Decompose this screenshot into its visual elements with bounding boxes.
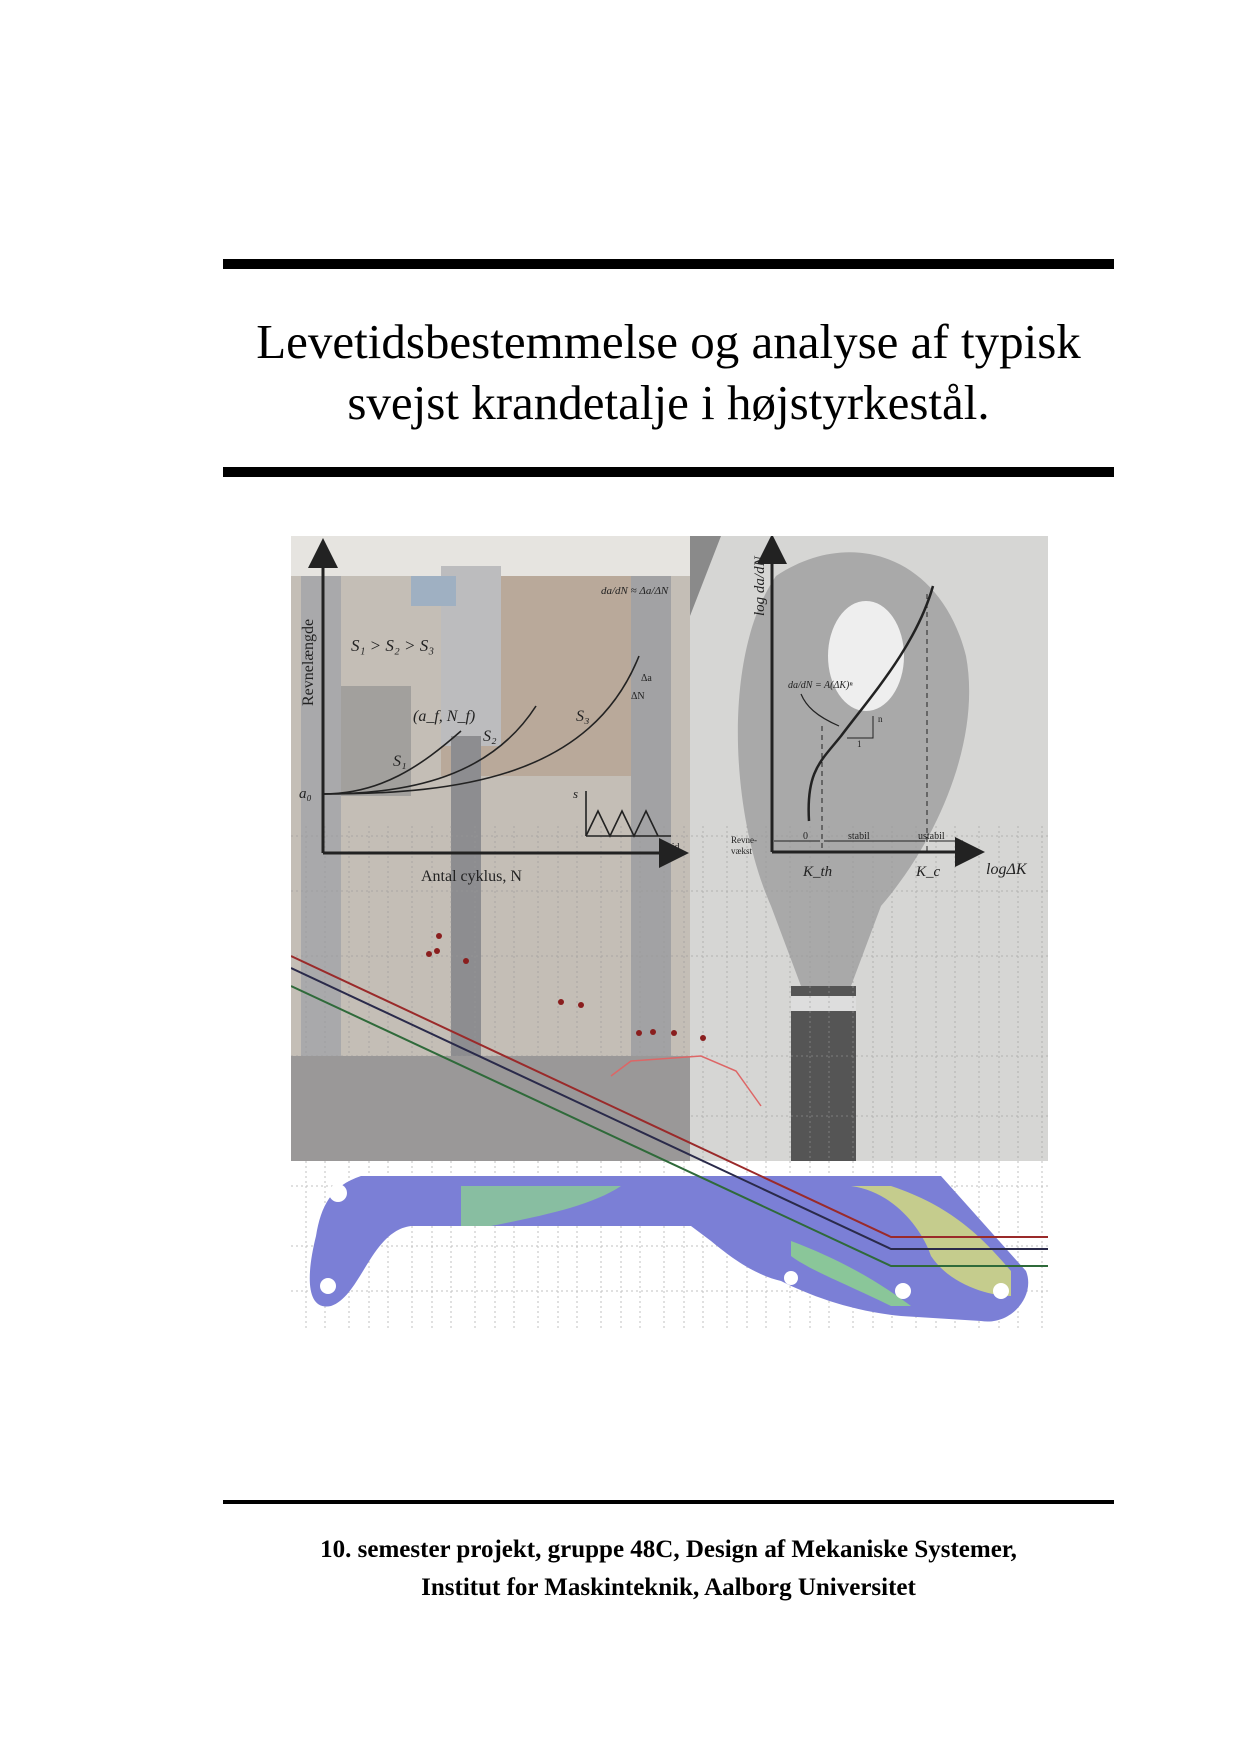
slope-n-label: n bbox=[878, 714, 883, 724]
right-ylabel: log da/dN bbox=[752, 556, 768, 616]
right-xlabel: logΔK bbox=[986, 861, 1027, 878]
region-stable-label: stabil bbox=[848, 831, 870, 842]
region-unstable-label: ustabil bbox=[918, 831, 945, 842]
growth-label-1: Revne- bbox=[731, 835, 757, 845]
curve-s1-label: S₁ bbox=[393, 753, 407, 770]
curve-s2-label: S₂ bbox=[483, 728, 497, 745]
load-axis-label: s bbox=[573, 786, 579, 801]
region-0-label: 0 bbox=[803, 831, 808, 842]
growth-label-2: vækst bbox=[731, 846, 753, 856]
initial-crack-label: a₀ bbox=[299, 786, 312, 802]
title-line-1: Levetidsbestemmelse og analyse af typisk bbox=[256, 314, 1081, 369]
curve-s3-label: S₃ bbox=[576, 708, 590, 725]
title-bottom-rule bbox=[223, 467, 1114, 477]
slope-1-label: 1 bbox=[857, 739, 862, 749]
stress-inequality: S₁ > S₂ > S₃ bbox=[351, 636, 435, 655]
top-rule bbox=[223, 259, 1114, 269]
k-th-label: K_th bbox=[803, 864, 833, 880]
footer-project-line: 10. semester projekt, gruppe 48C, Design af Mekaniske Systemer, bbox=[320, 1536, 1017, 1563]
test-rig-photo bbox=[291, 536, 690, 1161]
footer-institution-line: Institut for Maskinteknik, Aalborg Universitet bbox=[421, 1574, 916, 1601]
rate-formula: da/dN ≈ Δa/ΔN bbox=[601, 585, 669, 597]
title-line-2: svejst krandetalje i højstyrkestål. bbox=[347, 375, 990, 430]
cover-collage-figure bbox=[291, 536, 1048, 1330]
k-c-label: K_c bbox=[916, 864, 941, 880]
time-axis-label: tid bbox=[669, 842, 680, 853]
failure-point-label: (a_f, N_f) bbox=[413, 708, 476, 725]
left-ylabel: Revnelængde bbox=[300, 618, 317, 706]
delta-a-label: Δa bbox=[641, 673, 652, 684]
delta-n-label: ΔN bbox=[631, 691, 645, 702]
footer-rule bbox=[223, 1500, 1114, 1504]
paris-law: da/dN = A(ΔK)ⁿ bbox=[788, 680, 853, 691]
left-xlabel: Antal cyklus, N bbox=[421, 868, 522, 885]
